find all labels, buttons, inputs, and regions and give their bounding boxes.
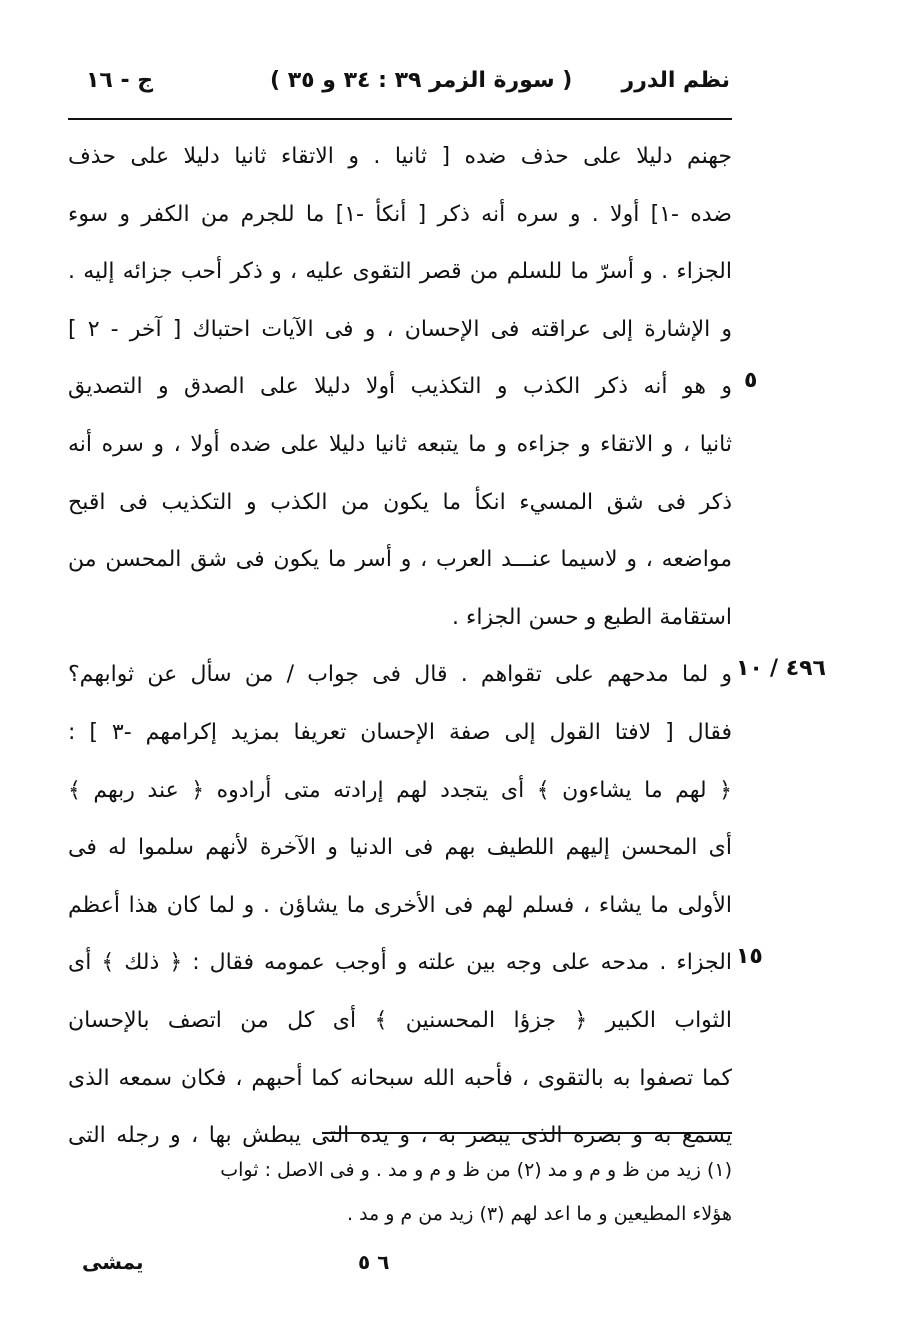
text-line: ﴿ لهم ما يشاءون ﴾ أى يتجدد لهم إرادته متى أرادوه ﴿ عند ربهم ﴾ (68, 777, 732, 803)
text-line: و الإشارة إلى عراقته فى الإحسان ، و فى الآيات احتباك [ آخر - ٢ ] (68, 316, 732, 342)
main-text (68, 128, 732, 1165)
catchword: يمشى (82, 1250, 144, 1274)
footnotes (66, 1148, 732, 1236)
surah-reference: ( سورة الزمر ٣٩ : ٣٤ و ٣٥ ) (270, 68, 573, 93)
text-line: ضده -١] أولا . و سره أنه ذكر [ أنكأ -١] ما للجرم من الكفر و سوء (68, 201, 732, 227)
footnote-line: (١) زيد من ظ و م و مد (٢) من ظ و م و مد . و فى الاصل : ثواب (220, 1159, 732, 1181)
text-line: استقامة الطبع و حسن الجزاء . (452, 604, 732, 630)
text-line: جهنم دليلا على حذف ضده [ ثانيا . و الاتقاء ثانيا دليلا على حذف (68, 144, 732, 169)
footnote-line: هؤلاء المطيعين و ما اعد لهم (٣) زيد من م و مد . (347, 1203, 732, 1225)
line-number-5: ٥ (744, 368, 758, 393)
text-line: الأولى ما يشاء ، فسلم لهم فى الأخرى ما يشاؤن . و لما كان هذا أعظم (68, 892, 732, 918)
text-line: أى المحسن إليهم اللطيف بهم فى الدنيا و الآخرة لأنهم سلموا له فى (68, 835, 732, 861)
line-number-15: ١٥ (736, 944, 763, 969)
volume-page-label: ج - ١٦ (86, 68, 154, 93)
text-line: الجزاء . مدحه على وجه بين علته و أوجب عمومه فقال : ﴿ ذلك ﴾ أى (68, 950, 732, 976)
margin-page-reference: / ٤٩٦ (770, 656, 826, 681)
signature-mark: ٦ ٥ (358, 1250, 390, 1274)
book-title: نظم الدرر (621, 68, 730, 93)
text-line: ذكر فى شق المسيء انكأ ما يكون من الكذب و التكذيب فى اقبح (68, 489, 732, 515)
text-line: الثواب الكبير ﴿ جزؤا المحسنين ﴾ أى كل من اتصف بالإحسان (68, 1007, 732, 1033)
line-number-10: ١٠ (736, 656, 763, 681)
text-line: فقال [ لافتا القول إلى صفة الإحسان تعريفا بمزيد إكرامهم -٣ ] : (68, 719, 733, 745)
running-header (0, 62, 922, 102)
text-line: يسمع به و بصره الذى يبصر به ، و يده التى يبطش بها ، و رجله التى (68, 1123, 732, 1149)
text-line: و لما مدحهم على تقواهم . قال فى جواب / من سأل عن ثوابهم؟ (68, 662, 732, 688)
footnote-rule (322, 1132, 732, 1134)
header-rule (68, 118, 732, 120)
text-line: كما تصفوا به بالتقوى ، فأحبه الله سبحانه كما أحبهم ، فكان سمعه الذى (68, 1065, 732, 1091)
text-line: الجزاء . و أسرّ ما للسلم من قصر التقوى عليه ، و ذكر أحب جزائه إليه . (68, 259, 732, 285)
text-line: و هو أنه ذكر الكذب و التكذيب أولا دليلا على الصدق و التصديق (68, 374, 732, 400)
text-line: مواضعه ، و لاسيما عنـــد العرب ، و أسر ما يكون فى شق المحسن من (68, 547, 732, 573)
text-line: ثانيا ، و الاتقاء و جزاءه و ما يتبعه ثانيا دليلا على ضده أولا ، و سره أنه (68, 431, 732, 457)
